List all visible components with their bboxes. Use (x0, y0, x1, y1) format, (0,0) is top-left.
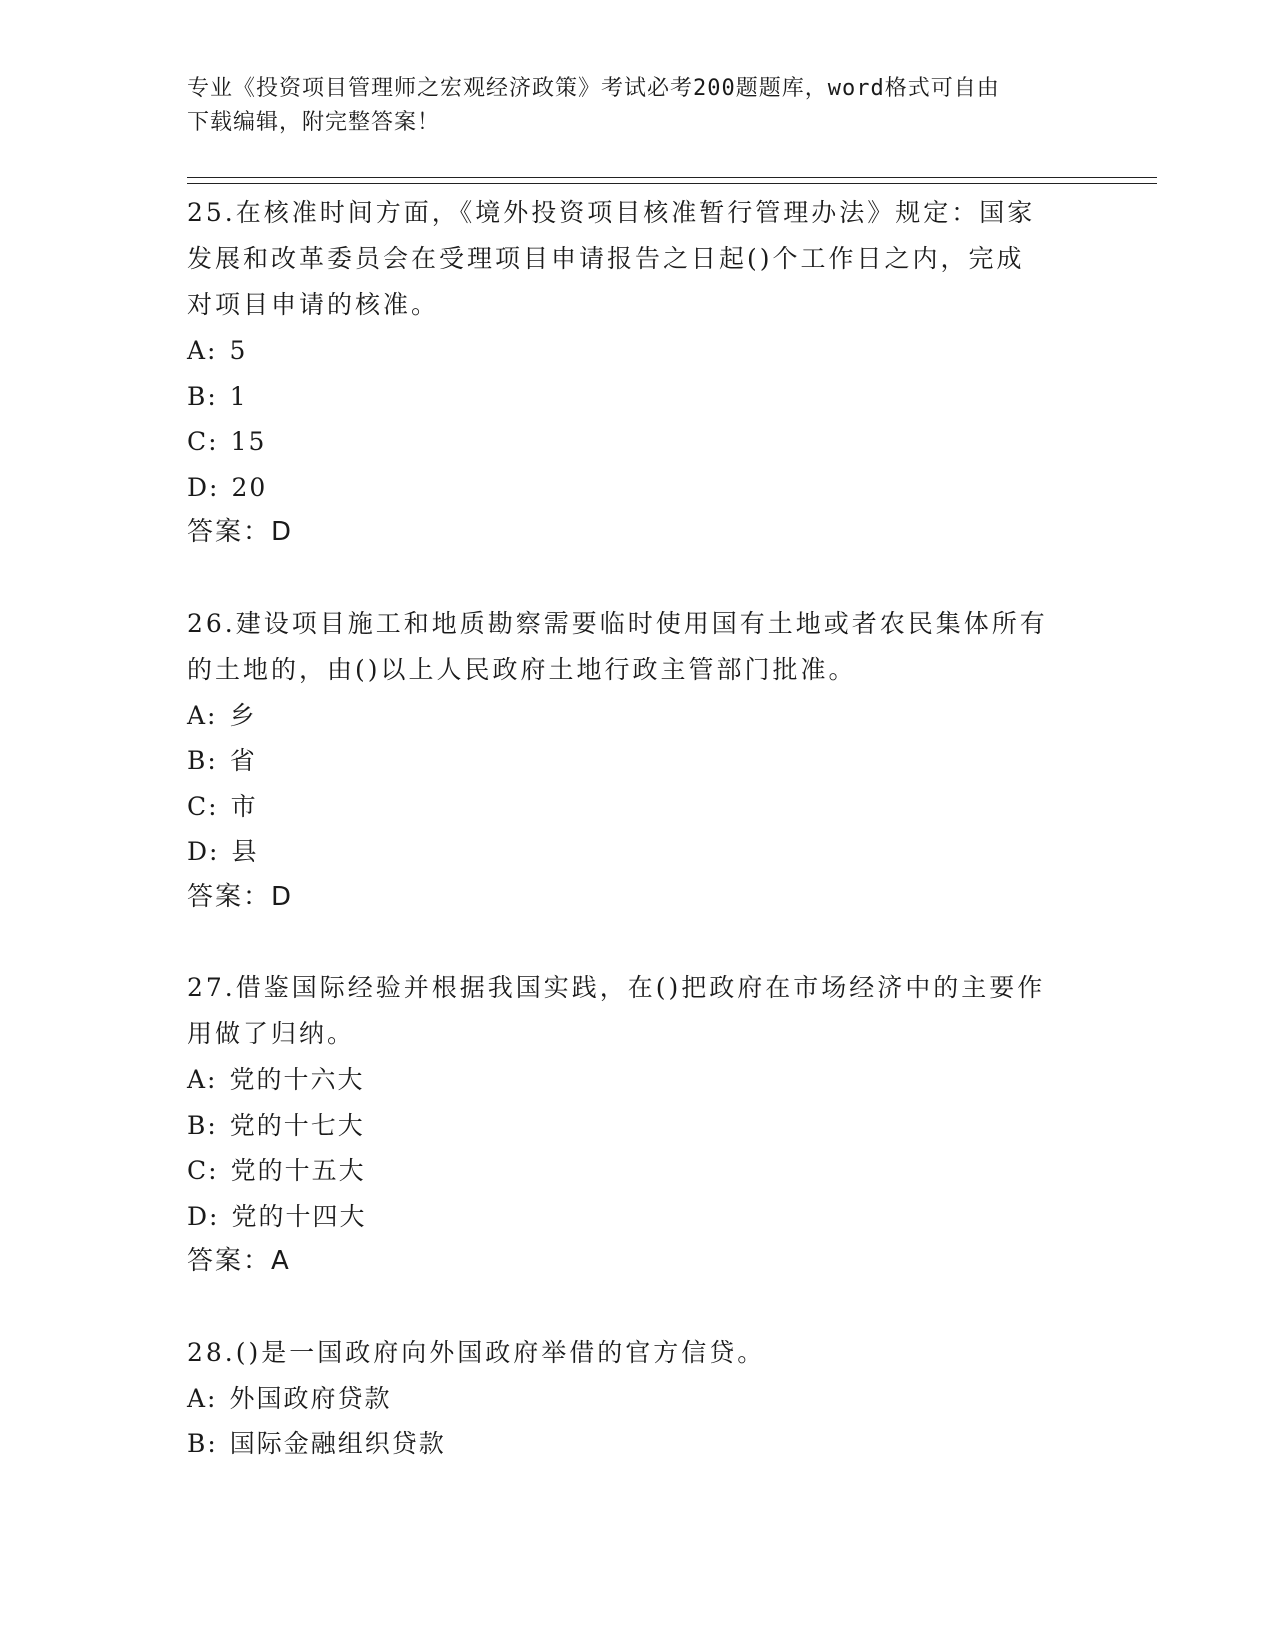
option-letter: A: (187, 1065, 218, 1094)
option-a (187, 328, 1077, 374)
question-line: 26.建设项目施工和地质勘察需要临时使用国有土地或者农民集体所有 (187, 608, 1048, 638)
question-text (187, 1330, 1077, 1376)
question-line: 的土地的，由()以上人民政府土地行政主管部门批准。 (187, 654, 857, 684)
option-d (187, 465, 1077, 511)
spacer (187, 1285, 1077, 1330)
option-letter: D: (187, 472, 220, 502)
option-text: 1 (229, 381, 248, 411)
option-d (187, 1194, 1077, 1240)
question-line: 用做了归纳。 (187, 1019, 356, 1048)
option-a (187, 1376, 1077, 1422)
spacer (187, 920, 1077, 965)
option-text: 党的十五大 (230, 1156, 366, 1185)
option-letter: B: (187, 381, 218, 411)
option-text: 党的十六大 (229, 1065, 365, 1094)
question-line: 27.借鉴国际经验并根据我国实践，在()把政府在市场经济中的主要作 (187, 973, 1046, 1002)
option-text: 党的十七大 (229, 1110, 365, 1140)
option-letter: B: (187, 1110, 218, 1140)
option-letter: A: (187, 700, 218, 730)
document-header (187, 72, 1067, 140)
question-27 (187, 965, 1077, 1285)
header-divider-top (187, 177, 1157, 178)
question-line: 对项目申请的核准。 (187, 290, 440, 319)
question-26 (187, 601, 1077, 921)
option-letter: A: (187, 336, 218, 365)
option-text: 乡 (229, 700, 257, 730)
header-divider-bottom (187, 183, 1157, 184)
question-text (187, 965, 1077, 1057)
header-line-2: 下载编辑，附完整答案！ (187, 110, 441, 135)
option-b (187, 738, 1077, 784)
option-letter: A: (187, 1383, 218, 1413)
question-line: 发展和改革委员会在受理项目申请报告之日起()个工作日之内，完成 (187, 244, 1025, 273)
question-line: 28.()是一国政府向外国政府举借的官方信贷。 (187, 1337, 766, 1367)
question-line: 25.在核准时间方面，《境外投资项目核准暂行管理办法》规定：国家 (187, 198, 1036, 227)
option-c (187, 419, 1077, 465)
option-letter: C: (187, 1156, 219, 1185)
option-letter: B: (187, 746, 218, 775)
option-b (187, 1103, 1077, 1149)
option-b (187, 1421, 1077, 1467)
option-text: 15 (230, 427, 267, 456)
option-c (187, 784, 1077, 830)
question-28 (187, 1330, 1077, 1467)
answer-line: 答案：D (187, 517, 294, 547)
option-a (187, 1057, 1077, 1103)
spacer (187, 556, 1077, 601)
question-text (187, 190, 1077, 328)
question-list (187, 190, 1077, 1467)
option-text: 5 (229, 336, 248, 365)
option-b (187, 374, 1077, 420)
option-letter: C: (187, 791, 219, 821)
option-text: 党的十四大 (231, 1201, 367, 1231)
question-text (187, 601, 1077, 693)
option-letter: D: (187, 837, 220, 866)
option-text: 国际金融组织贷款 (229, 1429, 446, 1458)
option-letter: B: (187, 1429, 218, 1458)
option-d (187, 829, 1077, 875)
option-c (187, 1148, 1077, 1194)
option-text: 县 (231, 837, 259, 866)
header-line-1: 专业《投资项目管理师之宏观经济政策》考试必考200题题库，word格式可自由 (187, 76, 1000, 101)
option-a (187, 693, 1077, 739)
answer-line: 答案：A (187, 1246, 291, 1276)
option-letter: D: (187, 1201, 220, 1231)
option-text: 市 (230, 791, 258, 821)
option-text: 外国政府贷款 (229, 1383, 392, 1413)
option-text: 20 (231, 472, 268, 502)
answer-line: 答案：D (187, 881, 294, 912)
option-letter: C: (187, 427, 219, 456)
option-text: 省 (229, 746, 257, 775)
question-25 (187, 190, 1077, 556)
